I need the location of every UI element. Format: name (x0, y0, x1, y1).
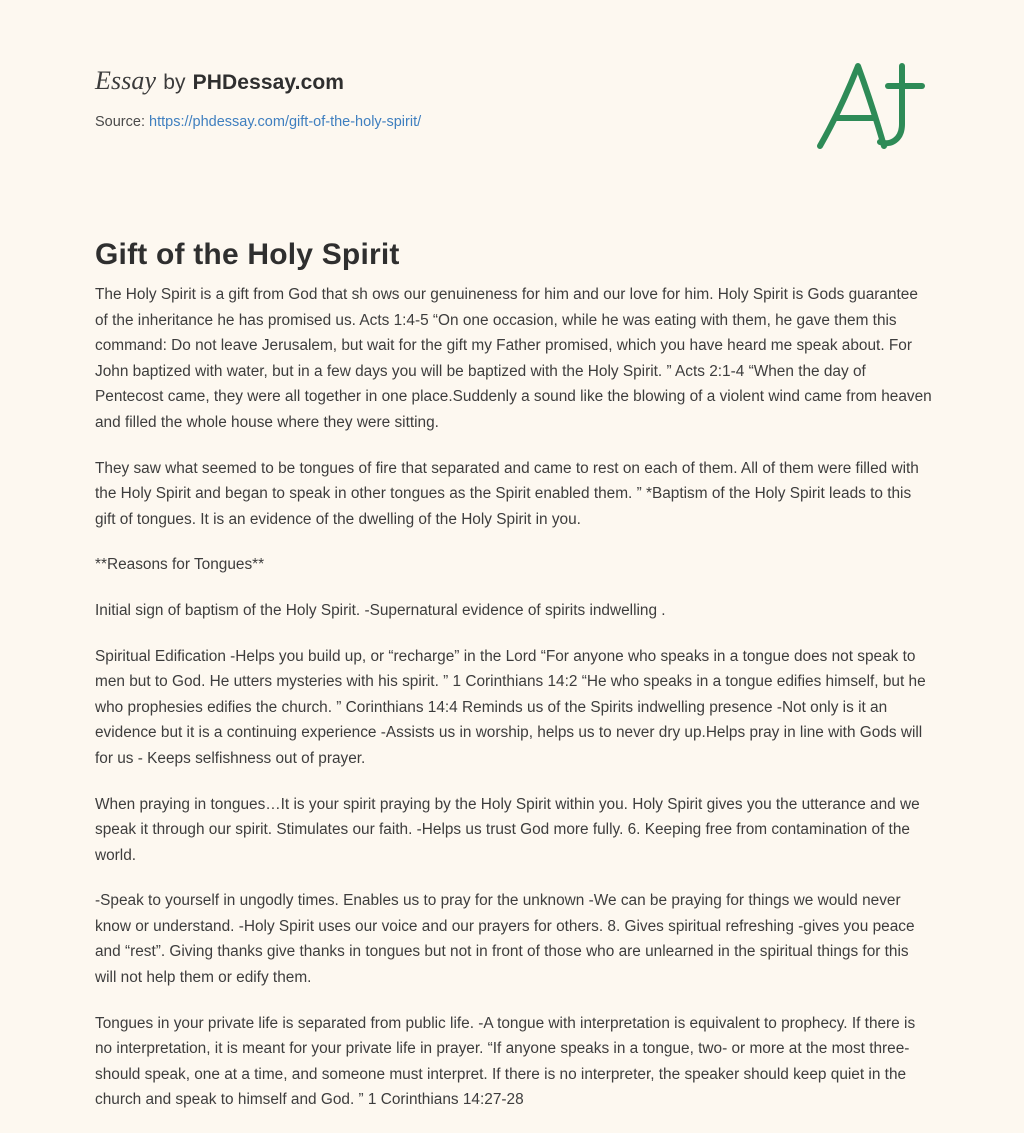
site-header (95, 66, 929, 130)
phdessay-logo-icon (810, 58, 928, 154)
paragraph: They saw what seemed to be tongues of fire that separated and came to rest on each of them. All of them were filled with the Holy Spirit and began to speak in other tongues as the Spirit enabled them. ” *Baptism of the Holy Spirit leads to this gift of tongues. It is an evidence of the dwelling of the Holy Spirit in you. (95, 459, 919, 528)
brand-by-word: by (163, 71, 186, 94)
paragraph: When praying in tongues…It is your spirit praying by the Holy Spirit within you. Holy Spirit gives you the utterance and we speak it through our spirit. Stimulates our faith. -Helps us trust God more fully. 6. Keeping free from contamination of the world. (95, 795, 920, 864)
brand-site-name: PHDessay.com (192, 71, 345, 94)
article-body (95, 282, 933, 1133)
page-title: Gift of the Holy Spirit (95, 238, 400, 272)
paragraph: -Speak to yourself in ungodly times. Enables us to pray for the unknown -We can be praying for things we would never know or understand. -Holy Spirit uses our voice and our prayers for others. 8. Gives spiritual refreshing -gives you peace and “rest”. Giving thanks give thanks in tongues but not in front of those who are unlearned in the spiritual things for this will not help them or edify them. (95, 892, 915, 987)
source-line (95, 114, 929, 130)
brand-lockup (95, 66, 929, 96)
paragraph: **Reasons for Tongues** (95, 556, 265, 574)
brand-essay-word: Essay (95, 66, 157, 95)
paragraph: Tongues in your private life is separated from public life. -A tongue with interpretation is equivalent to prophecy. If there is no interpretation, it is meant for your private life in prayer. “If anyone speaks in a tongue, two- or more at the most three- should speak, one at a time, and someone must interpret. If there is no interpreter, the speaker should keep quiet in the church and speak to himself and God. ” 1 Corinthians 14:27-28 (95, 1014, 916, 1109)
paragraph: The Holy Spirit is a gift from God that sh ows our genuineness for him and our love for him. Holy Spirit is Gods guarantee of the inheritance he has promised us. Acts 1:4-5 “On one occasion, while he was eating with them, he gave them this command: Do not leave Jerusalem, but wait for the gift my Father promised, which you have heard me speak about. For John baptized with water, but in a few days you will be baptized with the Holy Spirit. ” Acts 2:1-4 “When the day of Pentecost came, they were all together in one place.Suddenly a sound like the blowing of a violent wind came from heaven and filled the whole house where they were sitting. (95, 286, 932, 431)
paragraph: Spiritual Edification -Helps you build up, or “recharge” in the Lord “For anyone who speaks in a tongue does not speak to men but to God. He utters mysteries with his spirit. ” 1 Corinthians 14:2 “He who speaks in a tongue edifies himself, but he who prophesies edifies the church. ” Corinthians 14:4 Reminds us of the Spirits indwelling presence -Not only is it an evidence but it is a continuing experience -Assists us in worship, helps us to never dry up.Helps pray in line with Gods will for us - Keeps selfishness out of prayer. (95, 647, 926, 767)
source-label: Source: (95, 114, 145, 130)
source-url-link[interactable]: https://phdessay.com/gift-of-the-holy-spirit/ (149, 114, 422, 130)
paragraph: Initial sign of baptism of the Holy Spirit. -Supernatural evidence of spirits indwelling . (95, 601, 666, 619)
